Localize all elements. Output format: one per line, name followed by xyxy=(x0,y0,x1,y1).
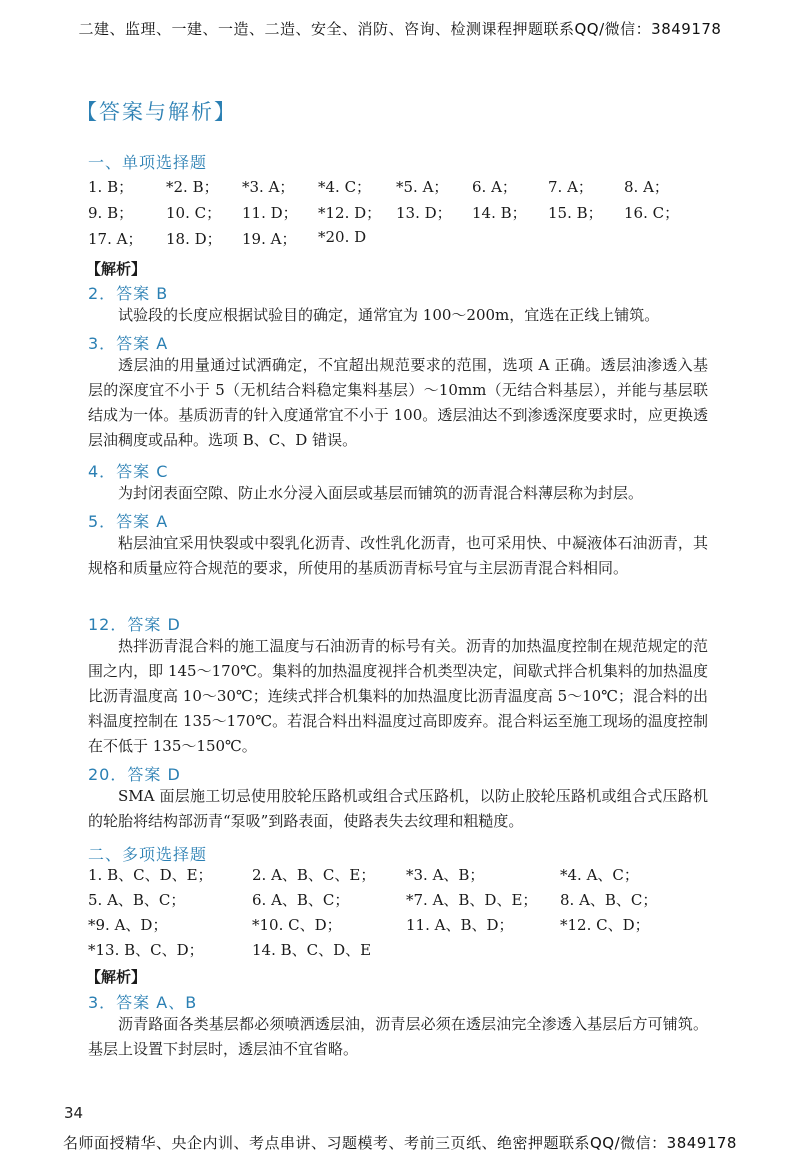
answer-item: *20. D xyxy=(318,228,367,246)
single-answer-row xyxy=(88,176,728,200)
explanation-heading: 12．答案 D xyxy=(88,615,181,634)
multi-answer-row xyxy=(88,939,728,963)
explanation-text: 沥青路面各类基层都必须喷洒透层油，沥青层必须在透层油完全渗透入基层后方可铺筑。基层上设置下封层时，透层油不宜省略。 xyxy=(88,1015,708,1058)
explanation-text: 透层油的用量通过试洒确定，不宜超出规范要求的范围，选项 A 正确。透层油渗透入基层的深度宜不小于 5（无机结合料稳定集料基层）～10mm（无结合料基层），并能与基层联结成为一体。基质沥青的针入度通常宜不小于 100。透层油达不到渗透深度要求时，应更换透层油稠度或品种。选项 B、C、D 错误。 xyxy=(88,356,708,449)
answer-item: 14. B； xyxy=(472,204,527,222)
answer-item: *13. B、C、D； xyxy=(88,941,204,959)
section-title: 【答案与解析】 xyxy=(76,100,237,124)
answer-item: 6. A、B、C； xyxy=(252,891,350,909)
explanation-text: 粘层油宜采用快裂或中裂乳化沥青、改性乳化沥青，也可采用快、中凝液体石油沥青，其规格和质量应符合规范的要求，所使用的基质沥青标号宜与主层沥青混合料相同。 xyxy=(88,534,708,577)
analysis-tag: 【解析】 xyxy=(86,260,147,278)
multi-answer-row xyxy=(88,889,728,913)
answer-item: *5. A； xyxy=(396,178,449,196)
explanation-heading: 5．答案 A xyxy=(88,512,169,531)
answer-item: *12. D； xyxy=(318,204,382,222)
explanation-heading: 20．答案 D xyxy=(88,765,181,784)
answer-item: *12. C、D； xyxy=(560,916,650,934)
answer-item: 1. B； xyxy=(88,178,134,196)
answer-item: *7. A、B、D、E； xyxy=(406,891,538,909)
answer-item: 10. C； xyxy=(166,204,222,222)
single-answer-row xyxy=(88,228,728,252)
header-banner: 二建、监理、一建、一造、二造、安全、消防、咨询、检测课程押题联系QQ/微信：3849178 xyxy=(78,20,722,38)
answer-item: *3. A； xyxy=(242,178,295,196)
answer-item: 11. A、B、D； xyxy=(406,916,514,934)
single-answer-row xyxy=(88,202,728,226)
answer-item: 9. B； xyxy=(88,204,134,222)
answer-item: 1. B、C、D、E； xyxy=(88,866,213,884)
answer-item: 16. C； xyxy=(624,204,680,222)
answer-item: *10. C、D； xyxy=(252,916,342,934)
answer-item: *4. C； xyxy=(318,178,372,196)
multi-answer-row xyxy=(88,864,728,888)
answer-item: *4. A、C； xyxy=(560,866,639,884)
multi-choice-heading: 二、多项选择题 xyxy=(88,845,208,864)
multi-answer-row xyxy=(88,914,728,938)
answer-item: 7. A； xyxy=(548,178,593,196)
answer-item: 11. D； xyxy=(242,204,298,222)
footer-banner: 名师面授精华、央企内训、考点串讲、习题模考、考前三页纸、绝密押题联系QQ/微信：3849178 xyxy=(63,1134,737,1152)
single-choice-heading: 一、单项选择题 xyxy=(88,153,208,172)
explanation-heading: 2．答案 B xyxy=(88,284,169,303)
answer-item: *3. A、B； xyxy=(406,866,485,884)
answer-item: 19. A； xyxy=(242,230,297,248)
answer-item: 8. A； xyxy=(624,178,669,196)
page-number: 34 xyxy=(64,1104,84,1122)
answer-item: 8. A、B、C； xyxy=(560,891,658,909)
explanation-text: SMA 面层施工切忌使用胶轮压路机或组合式压路机，以防止胶轮压路机或组合式压路机的轮胎将结构部沥青“泵吸”到路表面，使路表失去纹理和粗糙度。 xyxy=(88,787,708,830)
answer-item: 14. B、C、D、E xyxy=(252,941,372,959)
answer-item: 13. D； xyxy=(396,204,452,222)
answer-item: *9. A、D； xyxy=(88,916,168,934)
explanation-text: 为封闭表面空隙、防止水分浸入面层或基层而铺筑的沥青混合料薄层称为封层。 xyxy=(118,484,644,502)
explanation-heading: 4．答案 C xyxy=(88,462,169,481)
explanation-text: 试验段的长度应根据试验目的确定，通常宜为 100～200m，宜选在正线上铺筑。 xyxy=(118,306,660,324)
answer-item: 17. A； xyxy=(88,230,143,248)
answer-item: 6. A； xyxy=(472,178,517,196)
explanation-text: 热拌沥青混合料的施工温度与石油沥青的标号有关。沥青的加热温度控制在规范规定的范围之内，即 145～170℃。集料的加热温度视拌合机类型决定，间歇式拌合机集料的加热温度比沥青温度高 10～30℃；连续式拌合机集料的加热温度比沥青温度高 5～10℃；混合料的出料温度控制在 135～170℃。若混合料出料温度过高即废弃。混合料运至施工现场的温度控制在不低于 135～150℃。 xyxy=(88,637,708,755)
answer-item: 5. A、B、C； xyxy=(88,891,186,909)
answer-item: *2. B； xyxy=(166,178,219,196)
answer-item: 18. D； xyxy=(166,230,222,248)
answer-item: 2. A、B、C、E； xyxy=(252,866,376,884)
analysis-tag: 【解析】 xyxy=(86,968,147,986)
answer-item: 15. B； xyxy=(548,204,603,222)
explanation-heading: 3．答案 A xyxy=(88,334,169,353)
explanation-heading: 3．答案 A、B xyxy=(88,993,198,1012)
